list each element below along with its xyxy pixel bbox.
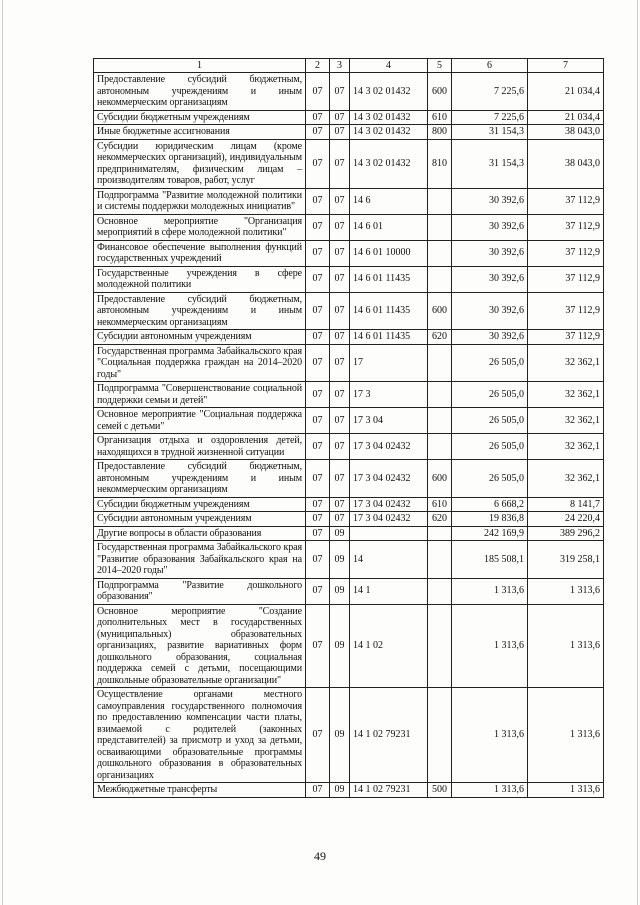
cell-name: Предоставление субсидий бюджетным, автономным учреждениям и иным некоммерческим организациям: [94, 460, 306, 498]
cell-target-article: 14 1: [350, 578, 428, 604]
header-cell-5: 5: [428, 59, 452, 73]
cell-subsection: 07: [330, 266, 350, 292]
cell-expense-type: [428, 604, 452, 688]
cell-amount-1: 26 505,0: [452, 344, 528, 382]
cell-amount-1: 30 392,6: [452, 266, 528, 292]
cell-section: 07: [306, 214, 330, 240]
cell-amount-2: 32 362,1: [528, 434, 604, 460]
table-row: [94, 526, 604, 541]
cell-expense-type: 620: [428, 512, 452, 527]
cell-name: Субсидии автономным учреждениям: [94, 512, 306, 527]
cell-section: 07: [306, 139, 330, 188]
cell-amount-1: 1 313,6: [452, 688, 528, 783]
cell-amount-2: 37 112,9: [528, 188, 604, 214]
cell-subsection: 09: [330, 783, 350, 798]
cell-section: 07: [306, 783, 330, 798]
cell-name: Межбюджетные трансферты: [94, 783, 306, 798]
cell-amount-1: 26 505,0: [452, 460, 528, 498]
cell-amount-2: 37 112,9: [528, 240, 604, 266]
table-row: [94, 330, 604, 345]
cell-amount-1: 30 392,6: [452, 330, 528, 345]
cell-subsection: 07: [330, 125, 350, 140]
cell-subsection: 07: [330, 460, 350, 498]
table-row: [94, 188, 604, 214]
cell-amount-2: 37 112,9: [528, 266, 604, 292]
cell-subsection: 07: [330, 139, 350, 188]
cell-section: 07: [306, 604, 330, 688]
cell-subsection: 09: [330, 688, 350, 783]
table-row: [94, 460, 604, 498]
table-row: [94, 578, 604, 604]
cell-amount-2: 1 313,6: [528, 604, 604, 688]
table-row: [94, 292, 604, 330]
header-row: [94, 59, 604, 73]
cell-section: 07: [306, 688, 330, 783]
cell-amount-1: 26 505,0: [452, 408, 528, 434]
cell-expense-type: [428, 188, 452, 214]
cell-amount-2: 37 112,9: [528, 330, 604, 345]
cell-target-article: 14 6 01: [350, 214, 428, 240]
cell-target-article: 17: [350, 344, 428, 382]
cell-amount-2: 21 034,4: [528, 73, 604, 111]
table-row: [94, 604, 604, 688]
table-row: [94, 382, 604, 408]
cell-name: Организация отдыха и оздоровления детей, находящихся в трудной жизненной ситуации: [94, 434, 306, 460]
cell-subsection: 07: [330, 330, 350, 345]
cell-expense-type: 620: [428, 330, 452, 345]
cell-amount-2: 38 043,0: [528, 125, 604, 140]
cell-amount-1: 30 392,6: [452, 240, 528, 266]
cell-expense-type: 610: [428, 110, 452, 125]
table-row: [94, 214, 604, 240]
cell-subsection: 07: [330, 73, 350, 111]
cell-amount-1: 30 392,6: [452, 214, 528, 240]
cell-target-article: 17 3 04 02432: [350, 497, 428, 512]
cell-section: 07: [306, 110, 330, 125]
table-row: [94, 434, 604, 460]
cell-amount-1: 242 169,9: [452, 526, 528, 541]
header-cell-6: 6: [452, 59, 528, 73]
table-body: [94, 73, 604, 798]
scan-edge-right: [637, 0, 638, 905]
page-number: 49: [314, 849, 326, 863]
cell-section: 07: [306, 382, 330, 408]
cell-amount-2: 8 141,7: [528, 497, 604, 512]
cell-name: Иные бюджетные ассигнования: [94, 125, 306, 140]
cell-amount-2: 24 220,4: [528, 512, 604, 527]
cell-name: Основное мероприятие "Создание дополнительных мест в государственных (муниципальных) образовательных организациях, развитие вариативных форм дошкольного образования, социальная поддержка семей с детьми, посещающими дошкольные образовательные организации": [94, 604, 306, 688]
table-row: [94, 110, 604, 125]
cell-name: Государственная программа Забайкальского края "Социальная поддержка граждан на 2014–2020 годы": [94, 344, 306, 382]
cell-name: Подпрограмма "Совершенствование социальной поддержки семьи и детей": [94, 382, 306, 408]
table-row: [94, 73, 604, 111]
cell-target-article: 14 3 02 01432: [350, 139, 428, 188]
table-row: [94, 125, 604, 140]
cell-target-article: 17 3 04 02432: [350, 512, 428, 527]
cell-amount-1: 6 668,2: [452, 497, 528, 512]
cell-subsection: 07: [330, 188, 350, 214]
cell-amount-2: 21 034,4: [528, 110, 604, 125]
cell-amount-1: 7 225,6: [452, 73, 528, 111]
table-row: [94, 139, 604, 188]
cell-section: 07: [306, 434, 330, 460]
cell-amount-2: 32 362,1: [528, 408, 604, 434]
cell-subsection: 07: [330, 512, 350, 527]
cell-amount-2: 38 043,0: [528, 139, 604, 188]
cell-target-article: 14 3 02 01432: [350, 73, 428, 111]
cell-amount-2: 32 362,1: [528, 344, 604, 382]
cell-name: Государственная программа Забайкальского края "Развитие образования Забайкальского края на 2014–2020 годы": [94, 541, 306, 579]
cell-name: Предоставление субсидий бюджетным, автономным учреждениям и иным некоммерческим организациям: [94, 292, 306, 330]
table-row: [94, 344, 604, 382]
cell-amount-1: 1 313,6: [452, 783, 528, 798]
cell-subsection: 09: [330, 526, 350, 541]
cell-expense-type: 500: [428, 783, 452, 798]
cell-expense-type: [428, 240, 452, 266]
cell-section: 07: [306, 408, 330, 434]
cell-expense-type: [428, 214, 452, 240]
cell-amount-1: 30 392,6: [452, 292, 528, 330]
cell-amount-1: 26 505,0: [452, 434, 528, 460]
cell-amount-2: 32 362,1: [528, 382, 604, 408]
cell-name: Основное мероприятие "Организация мероприятий в сфере молодежной политики": [94, 214, 306, 240]
cell-subsection: 07: [330, 382, 350, 408]
cell-amount-2: 37 112,9: [528, 214, 604, 240]
cell-target-article: 14 6 01 11435: [350, 292, 428, 330]
cell-target-article: 17 3 04 02432: [350, 460, 428, 498]
table-row: [94, 783, 604, 798]
cell-name: Основное мероприятие "Социальная поддержка семей с детьми": [94, 408, 306, 434]
table-row: [94, 512, 604, 527]
cell-target-article: 14 6 01 10000: [350, 240, 428, 266]
cell-amount-2: 389 296,2: [528, 526, 604, 541]
header-cell-7: 7: [528, 59, 604, 73]
cell-expense-type: [428, 382, 452, 408]
header-cell-2: 2: [306, 59, 330, 73]
cell-amount-2: 319 258,1: [528, 541, 604, 579]
cell-name: Финансовое обеспечение выполнения функций государственных учреждений: [94, 240, 306, 266]
cell-expense-type: 800: [428, 125, 452, 140]
cell-subsection: 07: [330, 434, 350, 460]
cell-subsection: 07: [330, 292, 350, 330]
cell-subsection: 07: [330, 110, 350, 125]
cell-expense-type: [428, 344, 452, 382]
cell-target-article: 14 3 02 01432: [350, 110, 428, 125]
cell-section: 07: [306, 344, 330, 382]
cell-expense-type: [428, 434, 452, 460]
cell-expense-type: 600: [428, 460, 452, 498]
cell-section: 07: [306, 330, 330, 345]
cell-section: 07: [306, 512, 330, 527]
cell-subsection: 07: [330, 497, 350, 512]
header-cell-4: 4: [350, 59, 428, 73]
cell-expense-type: [428, 578, 452, 604]
cell-name: Осуществление органами местного самоуправления государственного полномочия по предоставлению компенсации части платы, взимаемой с родителей (законных представителей) за присмотр и уход за детьми, осваивающими образовательные программы дошкольного образования в образовательных организациях: [94, 688, 306, 783]
cell-target-article: 17 3 04: [350, 408, 428, 434]
cell-amount-1: 1 313,6: [452, 604, 528, 688]
cell-target-article: [350, 526, 428, 541]
cell-expense-type: [428, 526, 452, 541]
cell-section: 07: [306, 188, 330, 214]
cell-section: 07: [306, 578, 330, 604]
table-row: [94, 497, 604, 512]
table-row: [94, 240, 604, 266]
cell-target-article: 14 1 02: [350, 604, 428, 688]
cell-expense-type: 610: [428, 497, 452, 512]
cell-amount-2: 1 313,6: [528, 783, 604, 798]
cell-target-article: 14 6 01 11435: [350, 330, 428, 345]
cell-name: Государственные учреждения в сфере молодежной политики: [94, 266, 306, 292]
cell-subsection: 07: [330, 408, 350, 434]
cell-name: Подпрограмма "Развитие молодежной политики и системы поддержки молодежных инициатив": [94, 188, 306, 214]
cell-subsection: 09: [330, 541, 350, 579]
cell-name: Субсидии бюджетным учреждениям: [94, 110, 306, 125]
cell-amount-1: 7 225,6: [452, 110, 528, 125]
cell-amount-1: 19 836,8: [452, 512, 528, 527]
cell-target-article: 14 6: [350, 188, 428, 214]
table-row: [94, 541, 604, 579]
cell-expense-type: 600: [428, 73, 452, 111]
cell-name: Субсидии бюджетным учреждениям: [94, 497, 306, 512]
cell-amount-1: 1 313,6: [452, 578, 528, 604]
cell-section: 07: [306, 240, 330, 266]
cell-name: Подпрограмма "Развитие дошкольного образования": [94, 578, 306, 604]
cell-section: 07: [306, 266, 330, 292]
cell-name: Субсидии автономным учреждениям: [94, 330, 306, 345]
table-row: [94, 266, 604, 292]
cell-target-article: 14: [350, 541, 428, 579]
header-cell-3: 3: [330, 59, 350, 73]
budget-table: [93, 58, 604, 798]
cell-subsection: 09: [330, 604, 350, 688]
cell-target-article: 14 3 02 01432: [350, 125, 428, 140]
cell-expense-type: [428, 541, 452, 579]
cell-expense-type: [428, 266, 452, 292]
cell-section: 07: [306, 497, 330, 512]
cell-section: 07: [306, 541, 330, 579]
scan-edge-left: [2, 0, 3, 905]
cell-name: Субсидии юридическим лицам (кроме некоммерческих организаций), индивидуальным предпринимателям, физическим лицам – производителям товаров, работ, услуг: [94, 139, 306, 188]
cell-target-article: 14 6 01 11435: [350, 266, 428, 292]
cell-amount-1: 31 154,3: [452, 139, 528, 188]
cell-section: 07: [306, 526, 330, 541]
cell-subsection: 07: [330, 240, 350, 266]
cell-target-article: 17 3: [350, 382, 428, 408]
table-row: [94, 688, 604, 783]
cell-amount-1: 185 508,1: [452, 541, 528, 579]
table-row: [94, 408, 604, 434]
cell-expense-type: [428, 688, 452, 783]
cell-expense-type: 810: [428, 139, 452, 188]
cell-amount-1: 30 392,6: [452, 188, 528, 214]
cell-amount-2: 37 112,9: [528, 292, 604, 330]
cell-section: 07: [306, 73, 330, 111]
cell-amount-2: 1 313,6: [528, 688, 604, 783]
cell-subsection: 09: [330, 578, 350, 604]
cell-amount-1: 31 154,3: [452, 125, 528, 140]
cell-subsection: 07: [330, 214, 350, 240]
cell-expense-type: 600: [428, 292, 452, 330]
cell-amount-1: 26 505,0: [452, 382, 528, 408]
header-cell-1: 1: [94, 59, 306, 73]
cell-target-article: 17 3 04 02432: [350, 434, 428, 460]
cell-section: 07: [306, 460, 330, 498]
cell-name: Другие вопросы в области образования: [94, 526, 306, 541]
cell-expense-type: [428, 408, 452, 434]
cell-target-article: 14 1 02 79231: [350, 783, 428, 798]
cell-subsection: 07: [330, 344, 350, 382]
cell-amount-2: 1 313,6: [528, 578, 604, 604]
cell-amount-2: 32 362,1: [528, 460, 604, 498]
cell-name: Предоставление субсидий бюджетным, автономным учреждениям и иным некоммерческим организациям: [94, 73, 306, 111]
cell-section: 07: [306, 292, 330, 330]
cell-section: 07: [306, 125, 330, 140]
cell-target-article: 14 1 02 79231: [350, 688, 428, 783]
